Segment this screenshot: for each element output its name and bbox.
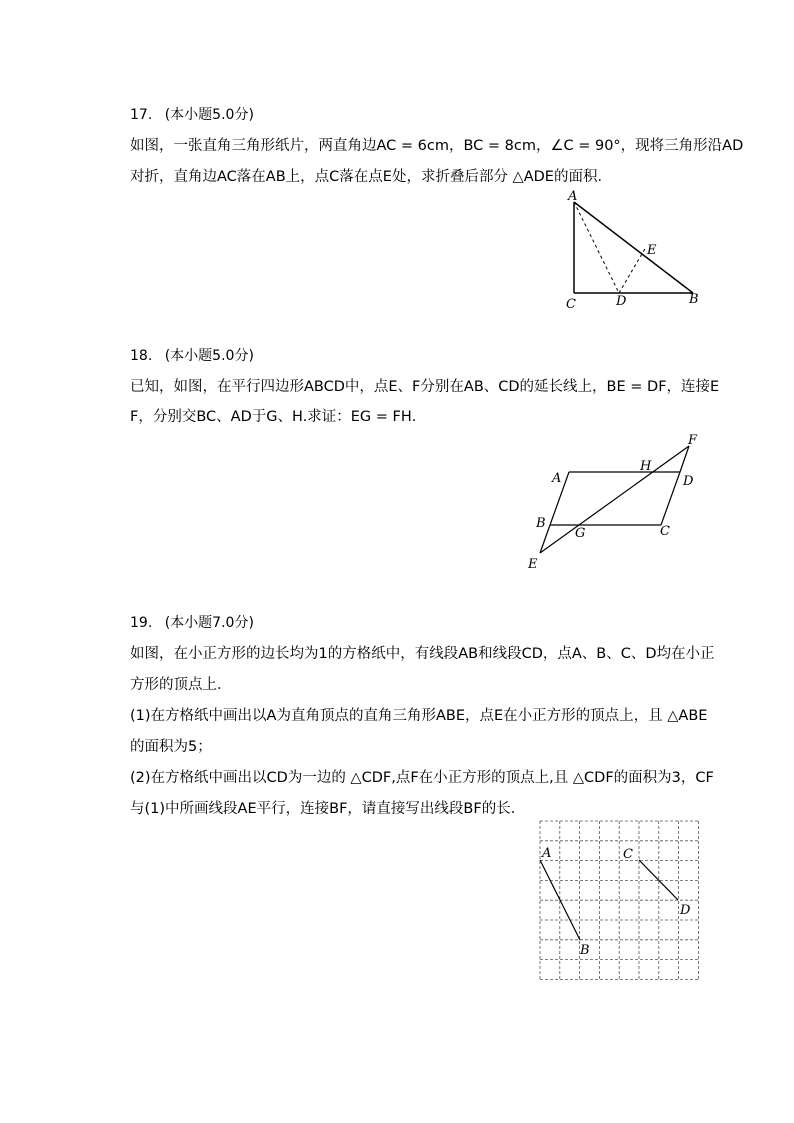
q18-label-a: A xyxy=(552,471,562,486)
q18-line2: F，分别交BC、AD于G、H.求证：EG = FH． xyxy=(130,409,427,425)
q18-label-c: C xyxy=(660,524,670,539)
q18-label-d: D xyxy=(683,474,694,489)
q17-line1: 如图，一张直角三角形纸片，两直角边AC = 6cm，BC = 8cm，∠C = 90°，现将三角形沿AD xyxy=(130,138,744,154)
q19-number: 19. xyxy=(130,615,153,631)
q18-label-b: B xyxy=(536,516,546,531)
q19-label-c: C xyxy=(623,847,633,862)
q19-grid xyxy=(540,821,698,979)
q19-line2: 方形的顶点上． xyxy=(130,677,232,693)
q17-label-b: B xyxy=(689,292,699,307)
q19-line3: (1)在方格纸中画出以A为直角顶点的直角三角形ABE，点E在小正方形的顶点上，且 △ABE xyxy=(130,708,708,724)
q18-line1: 已知，如图，在平行四边形ABCD中，点E、F分别在AB、CD的延长线上，BE = DF，连接E xyxy=(130,379,720,395)
q18-label-g: G xyxy=(575,526,586,541)
q17-label-c: C xyxy=(566,297,576,312)
q18-label-e: E xyxy=(528,557,538,572)
q17-line2: 对折，直角边AC落在AB上，点C落在点E处，求折叠后部分 △ADE的面积． xyxy=(130,169,612,185)
q17-number: 17. xyxy=(130,107,153,123)
q19-line5: (2)在方格纸中画出以CD为一边的 △CDF,点F在小正方形的顶点上,且 △CDF的面积为3，CF xyxy=(130,770,714,786)
q18-number: 18. xyxy=(130,348,153,364)
q19-line6: 与(1)中所画线段AE平行，连接BF，请直接写出线段BF的长． xyxy=(130,801,526,817)
q18-label-h: H xyxy=(640,459,652,474)
q17-label-d: D xyxy=(616,294,627,309)
q17-label-e: E xyxy=(647,243,657,258)
q18-score: (本小题5.0分) xyxy=(164,348,254,364)
q19-line4: 的面积为5； xyxy=(130,739,212,755)
q17-score: (本小题5.0分) xyxy=(164,107,254,123)
q19-label-a: A xyxy=(542,846,552,861)
q19-line1: 如图，在小正方形的边长均为1的方格纸中，有线段AB和线段CD，点A、B、C、D均在小正 xyxy=(130,646,715,662)
q19-label-d: D xyxy=(680,903,691,918)
q17-label-a: A xyxy=(568,189,578,204)
q19-score: (本小题7.0分) xyxy=(164,615,254,631)
q18-label-f: F xyxy=(688,433,698,448)
q19-label-b: B xyxy=(580,943,590,958)
